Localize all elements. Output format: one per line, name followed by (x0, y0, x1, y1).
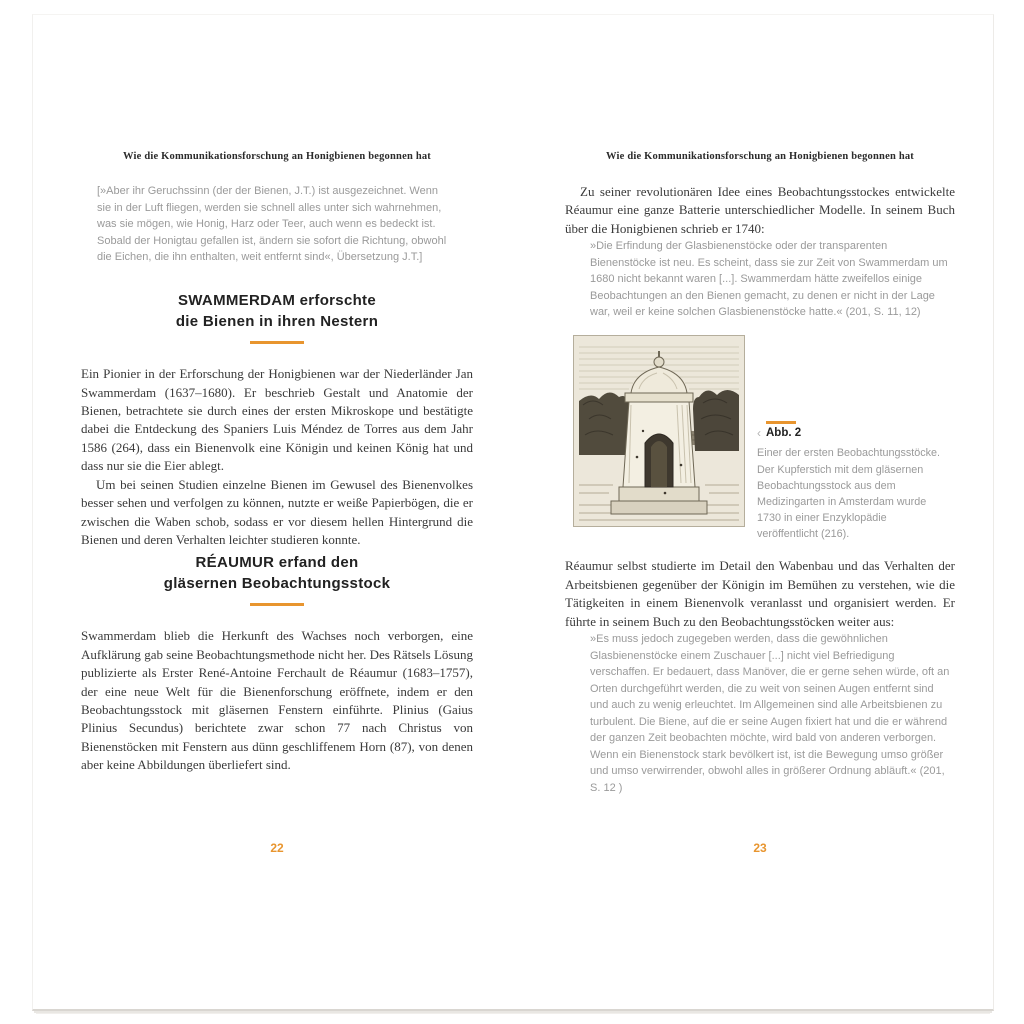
figure-caption-header (757, 421, 947, 440)
caption-chevron-icon: ‹ (757, 426, 761, 441)
heading-accent-rule (250, 341, 304, 344)
running-header-right: Wie die Kommunikationsforschung an Honigbienen begonnen hat (606, 151, 914, 162)
reaumur-quote-1: »Die Erfindung der Glasbienenstöcke oder der transparenten Bienenstöcke ist neu. Es scheint, dass sie zur Zeit von Swammerdam um 1680 nicht bekannt waren [...]. Swammerdam hätte zweifellos einige Beobachtungen an den Bienen gemacht, zu denen er nicht in der Lage war, weil er keine solchen Glasbienenstöcke hatte.« (201, S. 11, 12) (590, 240, 948, 319)
translator-quote: [»Aber ihr Geruchssinn (der der Bienen, J.T.) ist ausgezeichnet. Wenn sie in der Luft fliegen, werden sie schnell alles unter sich wahrnehmen, was sie mögen, wie Honig, Harz oder Teer, auch wenn es bedeckt ist. Sobald der Honigtau gefallen ist, ändern sie sofort die Richtung, obwohl die Eichen, die ihn enthalten, weit entfernt sind«, Übersetzung J.T.] (97, 185, 447, 263)
heading-accent-rule (250, 603, 304, 606)
figure-caption-text: Einer der ersten Beobachtungsstöcke. Der Kupferstich mit dem gläsernen Beobachtungsstock aus dem Medizingarten in Amsterdam wurde 1730 in einer Enzyklopädie veröffentlicht (216). (757, 447, 941, 541)
caption-accent-rule (766, 421, 796, 424)
paragraph-reaumur-study: Réaumur selbst studierte im Detail den Wabenbau und das Verhalten der Arbeitsbienen gegenüber der Königin im Bemühen zu verstehen, wie die Tätigkeiten in einem Bienenvolk veranlasst und organisiert werden. Er führte in seinem Buch zu den Beobachtungsstöcken weiter aus: (565, 558, 955, 629)
page-left (81, 151, 473, 775)
heading-line-2: die Bienen in ihren Nestern (175, 312, 379, 330)
paragraph-reaumur-intro: Swammerdam blieb die Herkunft des Wachses noch verborgen, eine Aufklärung gab seine Beobachtungsmethode nicht her. Des Rätsels Lösung publizierte als Erster René-Antoine Ferchault de Réaumur (1683–1757), der eine neue Welt für die Bienenforschung eröffnete, indem er den Beobachtungsstock mit gläsernen Fenstern einführte. Plinius (Gaius Plinius Secundus) berichtete zwar schon 77 nach Christus von Bienenstöcken mit Fenstern aus dünn geschliffenem Horn (87), von denen aber keine Abbildungen überliefert sind. (81, 628, 473, 773)
paragraph-swammerdam-2: Um bei seinen Studien einzelne Bienen im Gewusel des Bienenvolkes besser sehen und verfolgen zu können, nutzte er weiße Papierbögen, die er zwischen die Waben schob, sodass er vor diesem hellen Hintergrund die Bienen und deren Verhalten leichter studieren konnte. (81, 476, 473, 548)
figure-caption (757, 335, 947, 543)
figure-abb2 (573, 335, 955, 543)
figure-label: Abb. 2 (766, 426, 802, 439)
page-right (565, 151, 955, 810)
reaumur-quote-2: »Es muss jedoch zugegeben werden, dass die gewöhnlichen Glasbienenstöcke einem Zuschauer [...] nicht viel Befriedigung verschaffen. Er bedauert, dass Manöver, die er gerne sehen würde, oft an Orten durchgeführt werden, die zu weit von seinen Augen entfernt sind und auch zu wenig erleuchtet. Im Allgemeinen sind alle Arbeitsbienen zu turbulent. Die Biene, auf die er seine Augen fixiert hat und die er während der ganzen Zeit beobachten möchte, wird bald von anderen verborgen. Wenn ein Bienenstock stark bevölkert ist, ist die Bewegung umso größer und umso verwirrender, obwohl alles in größerer Ordnung abläuft.« (201, S. 12 ) (590, 633, 950, 794)
running-header-left: Wie die Kommunikationsforschung an Honigbienen begonnen hat (123, 151, 431, 162)
section-heading-reaumur (81, 552, 473, 607)
heading-line-1: SWAMMERDAM erforschte (178, 291, 376, 309)
page-number-left: 22 (270, 841, 284, 855)
heading-line-2: gläsernen Beobachtungsstock (163, 574, 391, 592)
heading-line-1: RÉAUMUR erfand den (195, 553, 359, 571)
book-spread (32, 14, 994, 1011)
paragraph-reaumur-models: Zu seiner revolutionären Idee eines Beobachtungsstockes entwickelte Réaumur eine ganze Batterie unterschiedlicher Modelle. In seinem Buch über die Honigbienen schrieb er 1740: (565, 184, 955, 236)
page-number-right: 23 (753, 841, 767, 855)
section-heading-swammerdam (81, 290, 473, 345)
observation-hive-engraving (573, 335, 745, 527)
paragraph-swammerdam-1: Ein Pionier in der Erforschung der Honigbienen war der Niederländer Jan Swammerdam (1637–1680). Er beschrieb Gestalt und Anatomie der Bienen, betrachtete sie durch eines der ersten Mikroskope und bestätigte dabei die Entdeckung des Spaniers Luis Méndez de Torres aus dem Jahr 1586 (264), dass ein Bienenvolk eine Königin und keinen König hat und dass nur sie die Eier ablegt. (81, 366, 473, 474)
